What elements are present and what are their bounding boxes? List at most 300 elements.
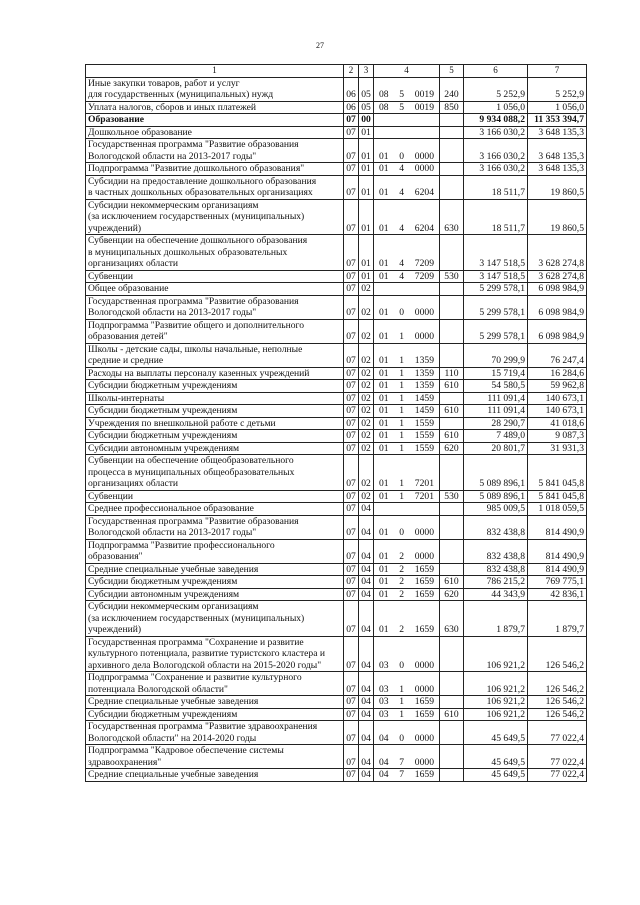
row-name [86,745,344,769]
section-code: 07 [344,367,359,380]
row-name-line: учреждений) [88,222,142,234]
subsection-code: 04 [359,588,374,601]
table-row [86,367,587,380]
section-code: 07 [344,539,359,563]
amount-year-1: 111 091,4 [464,392,528,405]
expense-type-code: 110 [440,367,464,380]
row-name-line: Подпрограмма "Кадровое обеспечение системы [88,745,284,756]
target-direction-code: 0000 [414,756,434,768]
amount-year-2: 59 962,8 [528,380,587,393]
amount-year-1: 3 147 518,5 [464,235,528,271]
row-name-line: Субсидии бюджетным учреждениям [88,576,238,587]
target-item-code [374,380,440,393]
target-subprogram-code: 1 [399,696,405,707]
amount-year-1: 832 438,8 [464,515,528,539]
expense-type-code [440,417,464,430]
target-direction-code: 0000 [414,659,434,671]
target-subprogram-code: 1 [399,442,405,454]
subsection-code: 02 [359,490,374,503]
row-name-line: архивного дела Вологодской области на 2015-2020 годы" [88,659,322,671]
row-name-line: Субсидии на предоставление дошкольного образования [88,175,317,187]
target-item-code [374,343,440,367]
row-name-line: Вологодской области на 2013-2017 годы" [88,527,257,538]
target-direction-code: 1459 [414,405,434,416]
target-subprogram-code: 2 [399,551,405,562]
row-name [86,563,344,576]
target-direction-code: 0000 [414,732,434,744]
row-name [86,101,344,114]
section-code: 07 [344,417,359,430]
header-cell-amount-2: 7 [528,65,587,78]
section-code: 07 [344,270,359,283]
amount-year-1: 111 091,4 [464,405,528,418]
target-direction-code: 0019 [414,89,434,100]
table-row [86,139,587,163]
target-item-code [374,392,440,405]
expense-type-code [440,769,464,782]
expense-type-code: 240 [440,77,464,101]
row-name [86,636,344,672]
section-code: 07 [344,430,359,443]
row-name [86,490,344,503]
target-program-code: 01 [379,150,389,162]
row-name [86,392,344,405]
target-item-code [374,295,440,319]
expense-type-code: 610 [440,430,464,443]
row-name-line: Субсидии бюджетным учреждениям [88,708,238,720]
subsection-code: 02 [359,380,374,393]
target-item-code [374,270,440,283]
section-code: 07 [344,235,359,271]
expense-type-code [440,696,464,709]
row-name [86,163,344,176]
subsection-code: 02 [359,430,374,443]
subsection-code: 02 [359,319,374,343]
amount-year-2: 3 628 274,8 [528,235,587,271]
amount-year-2: 77 022,4 [528,721,587,745]
target-subprogram-code: 4 [399,222,405,234]
target-program-code: 01 [379,355,389,366]
target-item-code [374,455,440,491]
expense-type-code: 620 [440,442,464,455]
section-code: 07 [344,745,359,769]
amount-year-1: 44 343,9 [464,588,528,601]
table-row [86,392,587,405]
amount-year-1: 54 580,5 [464,380,528,393]
target-subprogram-code: 1 [399,355,405,366]
target-subprogram-code: 7 [399,769,405,780]
section-code: 07 [344,199,359,235]
target-program-code: 01 [379,576,389,587]
row-name-line: Вологодской области" на 2014-2020 годы [88,732,257,744]
target-item-code [374,588,440,601]
amount-year-2: 3 628 274,8 [528,270,587,283]
subsection-code: 04 [359,721,374,745]
target-subprogram-code: 4 [399,187,405,198]
target-subprogram-code: 4 [399,163,405,174]
target-program-code: 01 [379,624,389,635]
expense-type-code [440,139,464,163]
target-subprogram-code: 1 [399,367,405,379]
target-program-code: 03 [379,683,389,695]
expense-type-code: 630 [440,601,464,637]
row-name-line: Подпрограмма "Сохранение и развитие культурного [88,672,302,683]
subsection-code: 04 [359,503,374,516]
target-item-code [374,672,440,696]
target-item-code [374,721,440,745]
row-name [86,343,344,367]
expense-type-code [440,503,464,516]
amount-year-2: 19 860,5 [528,175,587,199]
subsection-code: 01 [359,199,374,235]
amount-year-2: 1 056,0 [528,101,587,114]
amount-year-1: 3 166 030,2 [464,163,528,176]
row-name-line: Субсидии некоммерческим организациям [88,601,259,612]
header-cell-target-item: 4 [374,65,440,78]
amount-year-2: 41 018,6 [528,417,587,430]
row-name [86,696,344,709]
subsection-code: 04 [359,672,374,696]
target-item-code [374,576,440,589]
row-name [86,442,344,455]
target-direction-code: 1659 [414,576,434,587]
target-item-code [374,708,440,721]
target-program-code: 08 [379,89,389,100]
row-name [86,417,344,430]
amount-year-1: 106 921,2 [464,672,528,696]
target-direction-code: 0000 [414,150,434,162]
row-name-line: Государственная программа "Развитие образования [88,295,299,307]
row-name [86,77,344,101]
target-item-code [374,235,440,271]
table-row [86,295,587,319]
section-code: 07 [344,769,359,782]
row-name-line: Субсидии некоммерческим организациям [88,199,259,211]
row-name [86,139,344,163]
table-row [86,101,587,114]
target-program-code: 04 [379,756,389,768]
table-row [86,380,587,393]
target-direction-code: 1359 [414,367,434,379]
amount-year-2: 42 836,1 [528,588,587,601]
target-subprogram-code: 2 [399,624,405,635]
amount-year-1: 1 056,0 [464,101,528,114]
table-row [86,175,587,199]
expense-type-code [440,672,464,696]
row-name-line: Субсидии бюджетным учреждениям [88,380,238,391]
target-subprogram-code: 1 [399,478,405,489]
target-subprogram-code: 0 [399,527,405,538]
section-code: 07 [344,672,359,696]
amount-year-2: 31 931,3 [528,442,587,455]
row-name-line: Дошкольное образование [88,126,192,138]
subsection-code: 04 [359,601,374,637]
amount-year-1: 18 511,7 [464,175,528,199]
row-name-line: культурного потенциала, развитие туристского кластера и [88,648,325,659]
amount-year-2: 3 648 135,3 [528,163,587,176]
row-name-line: Субвенции [88,490,133,502]
amount-year-1: 45 649,5 [464,769,528,782]
amount-year-1: 20 801,7 [464,442,528,455]
expense-type-code: 850 [440,101,464,114]
amount-year-1: 9 934 088,2 [464,114,528,127]
subsection-code: 01 [359,175,374,199]
row-name-line: Среднее профессиональное образование [88,503,254,514]
row-name-line: организациях области [88,478,179,489]
target-direction-code: 1559 [414,430,434,441]
subsection-code: 00 [359,114,374,127]
amount-year-2: 6 098 984,9 [528,295,587,319]
target-subprogram-code: 7 [399,756,405,768]
amount-year-1: 5 299 578,1 [464,295,528,319]
row-name [86,126,344,139]
target-item-code [374,163,440,176]
expense-type-code: 530 [440,270,464,283]
target-subprogram-code: 0 [399,659,405,671]
subsection-code: 04 [359,539,374,563]
subsection-code: 01 [359,126,374,139]
row-name-line: средние и средние [88,355,164,366]
amount-year-1: 5 089 896,1 [464,490,528,503]
amount-year-2: 814 490,9 [528,539,587,563]
row-name-line: Субсидии бюджетным учреждениям [88,430,238,441]
expense-type-code [440,455,464,491]
section-code: 06 [344,77,359,101]
target-direction-code: 1559 [414,417,434,429]
target-item-code [374,769,440,782]
target-item-code [374,101,440,114]
target-subprogram-code: 0 [399,307,405,318]
section-code: 07 [344,392,359,405]
row-name-line: (за исключением государственных (муниципальных) [88,612,305,624]
row-name-line: Уплата налогов, сборов и иных платежей [88,101,257,113]
target-program-code: 03 [379,696,389,707]
target-subprogram-code: 1 [399,417,405,429]
subsection-code: 04 [359,708,374,721]
section-code: 07 [344,126,359,139]
row-name-line: Субвенции на обеспечение дошкольного образования [88,235,308,246]
row-name [86,367,344,380]
target-program-code: 01 [379,367,389,379]
row-name-line: образования" [88,551,143,562]
target-direction-code: 1659 [414,708,434,720]
section-code: 07 [344,442,359,455]
subsection-code: 04 [359,515,374,539]
expense-type-code [440,745,464,769]
table-row [86,672,587,696]
row-name [86,235,344,271]
header-cell-name: 1 [86,65,344,78]
target-subprogram-code: 4 [399,270,405,282]
table-row [86,708,587,721]
table-row [86,588,587,601]
target-direction-code: 1559 [414,442,434,454]
subsection-code: 04 [359,576,374,589]
target-program-code: 03 [379,708,389,720]
target-direction-code: 1659 [414,696,434,707]
row-name [86,576,344,589]
amount-year-1: 985 009,5 [464,503,528,516]
row-name-line: Субсидии бюджетным учреждениям [88,405,238,416]
amount-year-1: 5 299 578,1 [464,283,528,296]
expense-type-code: 630 [440,199,464,235]
expense-type-code [440,163,464,176]
row-name-line: Учреждения по внешкольной работе с детьми [88,417,276,429]
target-program-code: 01 [379,527,389,538]
target-item-code [374,563,440,576]
row-name-line: Общее образование [88,283,169,294]
table-row [86,283,587,296]
section-code: 07 [344,343,359,367]
expense-type-code [440,295,464,319]
target-program-code: 01 [379,380,389,391]
amount-year-2: 77 022,4 [528,745,587,769]
target-direction-code: 7209 [414,270,434,282]
amount-year-1: 5 299 578,1 [464,319,528,343]
row-name [86,270,344,283]
row-name [86,283,344,296]
table-row [86,114,587,127]
target-program-code: 04 [379,732,389,744]
expense-type-code [440,563,464,576]
section-code: 07 [344,319,359,343]
target-item-code [374,430,440,443]
amount-year-2: 3 648 135,3 [528,126,587,139]
amount-year-1: 786 215,2 [464,576,528,589]
row-name [86,319,344,343]
row-name [86,430,344,443]
section-code: 07 [344,175,359,199]
section-code: 07 [344,139,359,163]
section-code: 07 [344,380,359,393]
expense-type-code [440,392,464,405]
target-subprogram-code: 0 [399,732,405,744]
expense-type-code [440,721,464,745]
target-item-code [374,139,440,163]
table-row [86,563,587,576]
amount-year-1: 45 649,5 [464,745,528,769]
target-program-code: 03 [379,659,389,671]
row-name [86,672,344,696]
row-name-line: здравоохранения" [88,756,162,768]
row-name-line: в муниципальных дошкольных образовательных [88,246,288,258]
target-subprogram-code: 0 [399,150,405,162]
amount-year-2: 19 860,5 [528,199,587,235]
target-subprogram-code: 1 [399,380,405,391]
row-name-line: Государственная программа "Развитие здравоохранения [88,721,318,732]
target-direction-code: 1659 [414,624,434,635]
header-row [86,65,587,78]
table-row [86,442,587,455]
target-direction-code: 0000 [414,307,434,318]
table-row [86,405,587,418]
target-subprogram-code: 2 [399,588,405,600]
target-program-code: 01 [379,307,389,318]
target-program-code: 01 [379,270,389,282]
target-program-code: 01 [379,405,389,416]
target-direction-code: 1359 [414,355,434,366]
section-code: 07 [344,515,359,539]
amount-year-1: 45 649,5 [464,721,528,745]
target-direction-code: 0000 [414,331,434,342]
section-code: 07 [344,503,359,516]
target-item-code [374,319,440,343]
target-program-code: 01 [379,258,389,269]
amount-year-2: 5 841 045,8 [528,490,587,503]
target-item-code [374,405,440,418]
target-program-code: 01 [379,430,389,441]
target-direction-code: 1359 [414,380,434,391]
expense-type-code: 610 [440,708,464,721]
expense-type-code [440,343,464,367]
row-name-line: Субвенции на обеспечение общеобразовательного [88,455,294,466]
subsection-code: 05 [359,101,374,114]
target-item-code [374,503,440,516]
table-row [86,490,587,503]
row-name [86,721,344,745]
table-row [86,515,587,539]
row-name-line: потенциала Вологодской области" [88,683,228,695]
expense-type-code [440,515,464,539]
row-name-line: (за исключением государственных (муниципальных) [88,211,305,222]
target-direction-code: 1659 [414,769,434,780]
row-name-line: Субсидии автономным учреждениям [88,588,240,600]
row-name-line: учреждений) [88,624,142,635]
row-name [86,588,344,601]
target-item-code [374,417,440,430]
amount-year-2: 126 546,2 [528,696,587,709]
amount-year-2: 77 022,4 [528,769,587,782]
target-subprogram-code: 5 [399,101,405,113]
subsection-code: 02 [359,367,374,380]
target-direction-code: 0000 [414,551,434,562]
target-program-code: 01 [379,588,389,600]
row-name-line: Субсидии автономным учреждениям [88,442,240,454]
subsection-code: 02 [359,295,374,319]
expense-type-code: 610 [440,380,464,393]
header-cell-expense-type: 5 [440,65,464,78]
expense-type-code [440,114,464,127]
target-subprogram-code: 1 [399,405,405,416]
row-name-line: Государственная программа "Сохранение и развитие [88,636,304,648]
section-code: 07 [344,601,359,637]
row-name [86,708,344,721]
target-direction-code: 6204 [414,222,434,234]
row-name-line: Вологодской области на 2013-2017 годы" [88,150,257,162]
target-item-code [374,283,440,296]
target-direction-code: 6204 [414,187,434,198]
target-subprogram-code: 2 [399,563,405,575]
target-program-code: 01 [379,163,389,174]
section-code: 07 [344,163,359,176]
target-subprogram-code: 1 [399,392,405,404]
row-name-line: образования детей" [88,331,168,342]
target-subprogram-code: 2 [399,576,405,587]
amount-year-1: 106 921,2 [464,636,528,672]
subsection-code: 01 [359,270,374,283]
amount-year-1: 15 719,4 [464,367,528,380]
amount-year-1: 106 921,2 [464,708,528,721]
amount-year-2: 6 098 984,9 [528,283,587,296]
row-name-line: Государственная программа "Развитие образования [88,515,299,527]
target-program-code: 08 [379,101,389,113]
amount-year-2: 126 546,2 [528,672,587,696]
amount-year-2: 126 546,2 [528,636,587,672]
amount-year-2: 3 648 135,3 [528,139,587,163]
row-name [86,295,344,319]
target-item-code [374,539,440,563]
row-name [86,114,344,127]
